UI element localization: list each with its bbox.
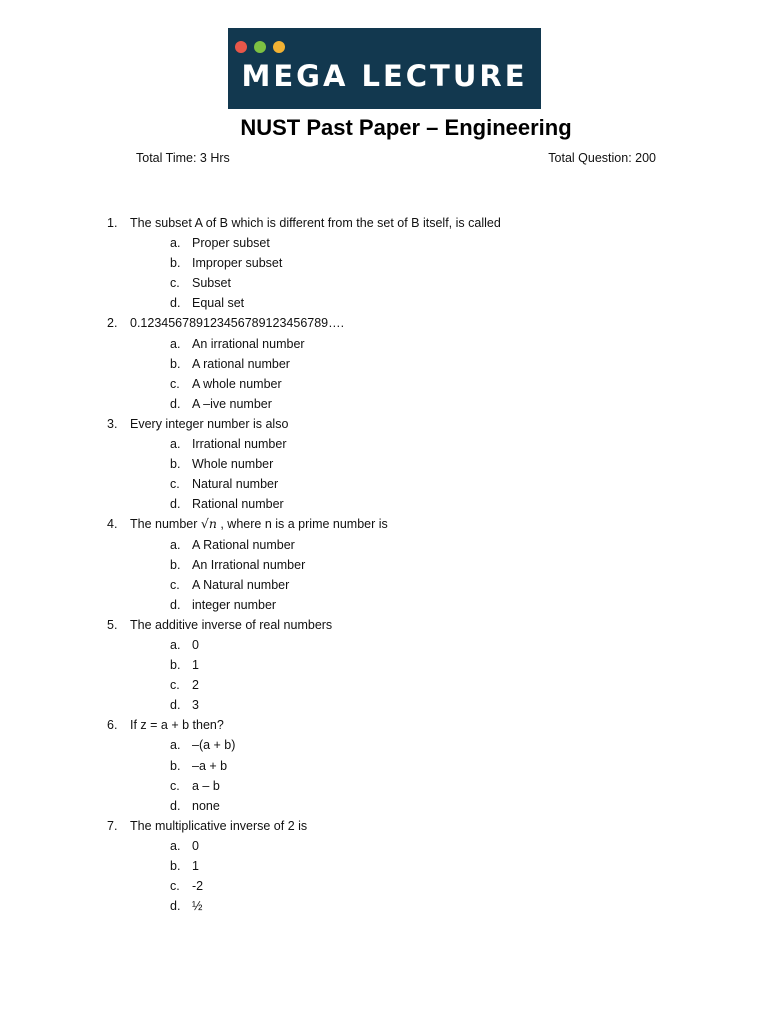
- option-item: [107, 233, 707, 253]
- option-item: [107, 434, 707, 454]
- mega-lecture-logo: [228, 28, 541, 109]
- option-list: [107, 836, 707, 916]
- option-text: -2: [192, 879, 204, 894]
- question-item: [107, 514, 707, 614]
- option-item: [107, 394, 707, 414]
- option-letter: a.: [170, 738, 181, 753]
- option-text: Proper subset: [192, 236, 270, 251]
- option-item: [107, 876, 707, 896]
- question-item: [107, 715, 707, 815]
- question-stem: [107, 514, 707, 534]
- page-title: NUST Past Paper – Engineering: [240, 115, 572, 140]
- option-item: [107, 293, 707, 313]
- option-text: 2: [192, 678, 199, 693]
- question-number: 3.: [107, 416, 118, 431]
- option-text: 1: [192, 658, 199, 673]
- option-item: [107, 856, 707, 876]
- option-item: [107, 454, 707, 474]
- option-list: [107, 535, 707, 615]
- logo-dot-yellow: [273, 41, 285, 53]
- question-text: The additive inverse of real numbers: [130, 617, 333, 632]
- option-item: [107, 796, 707, 816]
- question-stem: [107, 615, 707, 635]
- option-item: [107, 575, 707, 595]
- logo-text: MEGA LECTURE: [241, 59, 528, 93]
- option-letter: a.: [170, 236, 181, 251]
- question-stem: [107, 715, 707, 735]
- total-time: Total Time: 3 Hrs: [136, 151, 230, 165]
- option-text: Natural number: [192, 477, 279, 492]
- option-item: [107, 273, 707, 293]
- option-letter: a.: [170, 537, 181, 552]
- question-stem: [107, 313, 707, 333]
- option-letter: b.: [170, 557, 181, 572]
- question-text: Every integer number is also: [130, 416, 289, 431]
- question-stem: [107, 414, 707, 434]
- option-item: [107, 735, 707, 755]
- option-text: 1: [192, 859, 199, 873]
- option-item: [107, 675, 707, 695]
- question-number: 7.: [107, 818, 118, 833]
- option-letter: d.: [170, 296, 181, 311]
- option-letter: c.: [170, 577, 180, 592]
- option-item: [107, 555, 707, 575]
- option-text: Subset: [192, 276, 231, 291]
- option-list: [107, 635, 707, 715]
- question-list: [107, 213, 707, 916]
- option-letter: c.: [170, 678, 180, 693]
- option-letter: d.: [170, 597, 181, 612]
- logo-dot-green: [254, 41, 266, 53]
- option-item: [107, 535, 707, 555]
- option-text: Whole number: [192, 457, 274, 472]
- option-item: [107, 836, 707, 856]
- question-text: The multiplicative inverse of 2 is: [130, 818, 308, 833]
- question-number: 6.: [107, 718, 118, 733]
- question-number: 5.: [107, 617, 118, 632]
- option-text: –a + b: [192, 758, 228, 773]
- option-text: A whole number: [192, 376, 282, 391]
- option-list: [107, 735, 707, 815]
- option-item: [107, 595, 707, 615]
- option-letter: b.: [170, 758, 181, 773]
- question-number: 1.: [107, 216, 118, 230]
- option-item: [107, 695, 707, 715]
- option-letter: c.: [170, 376, 180, 391]
- question-stem: [107, 816, 707, 836]
- option-letter: d.: [170, 698, 181, 713]
- option-item: [107, 374, 707, 394]
- option-letter: c.: [170, 879, 180, 894]
- total-questions: Total Question: 200: [548, 151, 656, 165]
- option-item: [107, 776, 707, 796]
- option-letter: b.: [170, 859, 181, 873]
- option-text: Irrational number: [192, 437, 287, 452]
- option-list: [107, 434, 707, 514]
- option-letter: d.: [170, 798, 181, 813]
- question-item: [107, 414, 707, 514]
- option-item: [107, 474, 707, 494]
- question-text: [130, 514, 388, 534]
- option-item: [107, 896, 707, 916]
- option-letter: c.: [170, 778, 180, 793]
- option-text: A Natural number: [192, 577, 290, 592]
- question-text: If z = a + b then?: [130, 718, 224, 733]
- option-letter: b.: [170, 356, 181, 371]
- option-list: [107, 233, 707, 313]
- option-text: Equal set: [192, 296, 245, 311]
- option-text: A –ive number: [192, 396, 272, 411]
- option-letter: b.: [170, 658, 181, 673]
- option-item: [107, 354, 707, 374]
- option-list: [107, 334, 707, 414]
- option-text: –(a + b): [192, 738, 236, 753]
- option-letter: c.: [170, 477, 180, 492]
- option-text: none: [192, 798, 220, 813]
- option-letter: b.: [170, 256, 181, 271]
- question-item: [107, 213, 707, 313]
- question-text-after: , where n is a prime number is: [216, 517, 388, 532]
- option-letter: d.: [170, 396, 181, 411]
- option-letter: c.: [170, 276, 180, 291]
- option-text: An Irrational number: [192, 557, 306, 572]
- question-text-before: The number: [130, 517, 201, 532]
- logo-dot-red: [235, 41, 247, 53]
- question-text: The subset A of B which is different from the set of B itself, is called: [130, 216, 501, 230]
- option-letter: a.: [170, 336, 181, 351]
- square-root-n: √n: [200, 516, 217, 532]
- option-item: [107, 334, 707, 354]
- option-item: [107, 253, 707, 273]
- question-item: [107, 615, 707, 715]
- question-stem: [107, 213, 707, 233]
- option-text: integer number: [192, 597, 277, 612]
- option-letter: d.: [170, 899, 181, 914]
- question-number: 2.: [107, 316, 118, 331]
- option-text: 0: [192, 637, 199, 652]
- option-item: [107, 756, 707, 776]
- option-text: Improper subset: [192, 256, 283, 271]
- question-item: [107, 816, 707, 916]
- question-item: [107, 313, 707, 413]
- logo-dots: [235, 41, 285, 53]
- option-text: A rational number: [192, 356, 290, 371]
- option-item: [107, 494, 707, 514]
- option-letter: a.: [170, 637, 181, 652]
- option-text: An irrational number: [192, 336, 305, 351]
- option-letter: b.: [170, 457, 181, 472]
- option-text: a – b: [192, 778, 220, 793]
- question-text: 0.123456789123456789123456789….: [130, 316, 345, 331]
- option-letter: d.: [170, 497, 181, 512]
- option-letter: a.: [170, 838, 181, 853]
- option-letter: a.: [170, 437, 181, 452]
- option-text: 0: [192, 838, 199, 853]
- option-text: 3: [192, 698, 199, 713]
- option-text: A Rational number: [192, 537, 295, 552]
- option-text: Rational number: [192, 497, 284, 512]
- option-item: [107, 635, 707, 655]
- option-text: ½: [192, 899, 203, 914]
- question-number: 4.: [107, 517, 118, 532]
- option-item: [107, 655, 707, 675]
